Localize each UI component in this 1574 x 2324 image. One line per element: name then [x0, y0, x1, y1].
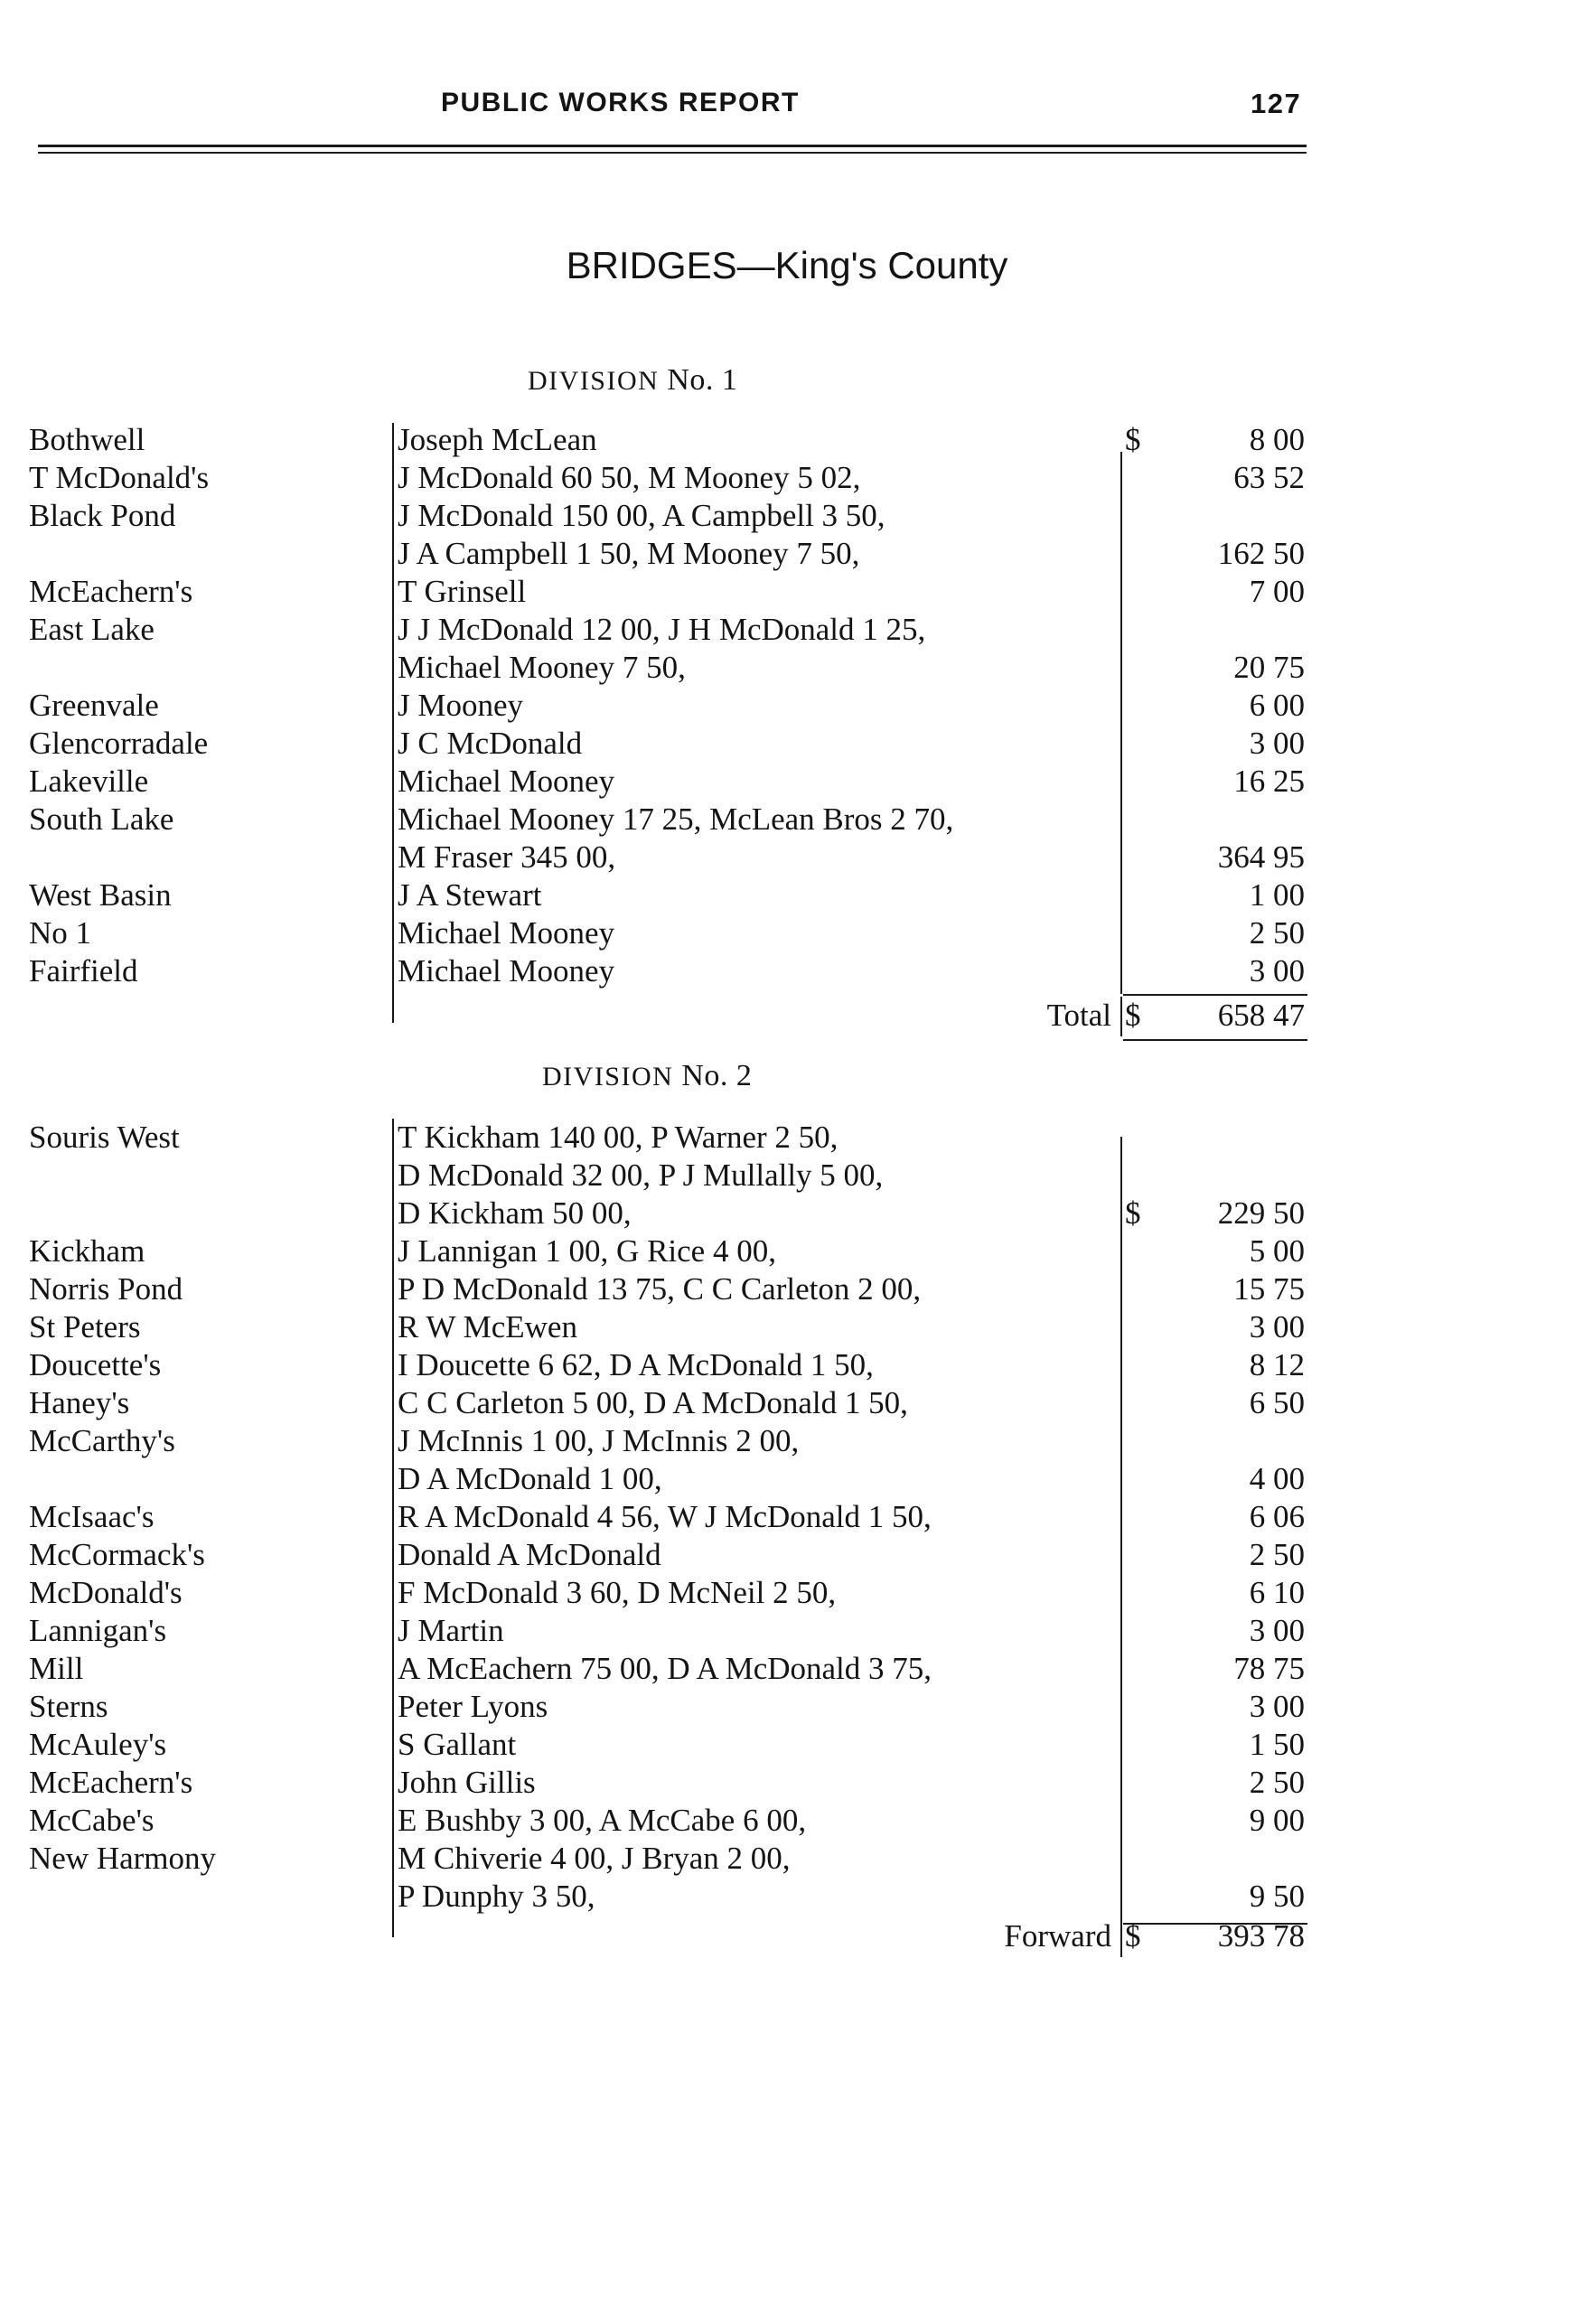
page-number: 127 — [1251, 88, 1302, 119]
place-name: McEachern's — [29, 574, 193, 609]
place-name: Souris West — [29, 1120, 180, 1155]
amount: 2 50 — [1249, 1765, 1305, 1800]
division1-row — [0, 497, 1574, 535]
amount: 6 00 — [1249, 688, 1305, 723]
place-name: McCormack's — [29, 1537, 205, 1572]
entry-text: Peter Lyons — [398, 1689, 548, 1724]
division2-row — [0, 1878, 1574, 1916]
division1-row — [0, 839, 1574, 876]
amount: 6 10 — [1249, 1575, 1305, 1610]
amount: 1 00 — [1249, 877, 1305, 913]
place-name: South Lake — [29, 801, 174, 837]
amount: 3 00 — [1249, 1613, 1305, 1648]
entry-text: D A McDonald 1 00, — [398, 1461, 662, 1496]
division2-row — [0, 1157, 1574, 1195]
division2-row — [0, 1195, 1574, 1232]
division-2-entry-rule — [392, 1119, 394, 1937]
division2-row — [0, 1840, 1574, 1878]
amount: 3 00 — [1249, 1309, 1305, 1345]
entry-text: T Grinsell — [398, 574, 527, 609]
entry-text: I Doucette 6 62, D A McDonald 1 50, — [398, 1347, 874, 1382]
division-1-heading — [528, 363, 737, 398]
entry-text: J McDonald 60 50, M Mooney 5 02, — [398, 460, 861, 495]
place-name: Haney's — [29, 1385, 130, 1420]
amount: 8 12 — [1249, 1347, 1305, 1382]
header-rule-top — [38, 145, 1307, 147]
entry-text: P Dunphy 3 50, — [398, 1879, 595, 1914]
amount: 162 50 — [1217, 536, 1305, 571]
division2-row — [0, 1650, 1574, 1688]
division1-row — [0, 725, 1574, 763]
division1-row — [0, 763, 1574, 801]
division-1-entry-rule — [392, 423, 394, 1023]
division2-row — [0, 1232, 1574, 1270]
division1-row — [0, 914, 1574, 952]
amount: 1 50 — [1249, 1727, 1305, 1762]
amount: 15 75 — [1233, 1271, 1305, 1307]
division1-row — [0, 535, 1574, 573]
division2-row — [0, 1574, 1574, 1612]
amount: 20 75 — [1233, 650, 1305, 685]
amount: 63 52 — [1233, 460, 1305, 495]
division1-row — [0, 421, 1574, 459]
entry-text: J McDonald 150 00, A Campbell 3 50, — [398, 498, 885, 533]
amount: 78 75 — [1233, 1651, 1305, 1686]
entry-text: F McDonald 3 60, D McNeil 2 50, — [398, 1575, 837, 1610]
entry-text: Michael Mooney 7 50, — [398, 650, 686, 685]
division2-row — [0, 1726, 1574, 1764]
division2-row — [0, 1688, 1574, 1726]
division-2-forward-row — [0, 1917, 1574, 1955]
division1-row — [0, 687, 1574, 725]
division2-row — [0, 1536, 1574, 1574]
place-name: McCabe's — [29, 1803, 155, 1838]
header-rule-bottom — [38, 152, 1307, 154]
division-1-total-rule-top — [1123, 994, 1307, 996]
place-name: New Harmony — [29, 1841, 217, 1876]
amount: 9 50 — [1249, 1879, 1305, 1914]
amount: 3 00 — [1249, 726, 1305, 761]
division2-row — [0, 1270, 1574, 1308]
place-name: Mill — [29, 1651, 84, 1686]
entry-text: M Fraser 345 00, — [398, 839, 616, 875]
entry-text: D McDonald 32 00, P J Mullally 5 00, — [398, 1157, 884, 1193]
place-name: McEachern's — [29, 1765, 193, 1800]
entry-text: S Gallant — [398, 1727, 517, 1762]
division1-row — [0, 876, 1574, 914]
amount: 3 00 — [1249, 1689, 1305, 1724]
division-2-amount-rule — [1120, 1137, 1122, 1925]
running-header-title: PUBLIC WORKS REPORT — [441, 88, 800, 117]
place-name: Kickham — [29, 1233, 145, 1269]
place-name: Norris Pond — [29, 1271, 183, 1307]
entry-text: R W McEwen — [398, 1309, 577, 1345]
division2-row — [0, 1384, 1574, 1422]
division1-row — [0, 649, 1574, 687]
amount: 2 50 — [1249, 1537, 1305, 1572]
division1-row — [0, 611, 1574, 649]
division2-row — [0, 1460, 1574, 1498]
division-1-total-amount: 658 47 — [1217, 998, 1305, 1033]
place-name: East Lake — [29, 612, 155, 647]
division-1-total-row — [0, 997, 1574, 1035]
entry-text: T Kickham 140 00, P Warner 2 50, — [398, 1120, 839, 1155]
place-name: Glencorradale — [29, 726, 209, 761]
place-name: Lannigan's — [29, 1613, 167, 1648]
amount: 2 50 — [1249, 915, 1305, 951]
entry-text: A McEachern 75 00, D A McDonald 3 75, — [398, 1651, 932, 1686]
division-2-heading-number: No. 2 — [681, 1059, 753, 1092]
division1-row — [0, 573, 1574, 611]
entry-text: J Lannigan 1 00, G Rice 4 00, — [398, 1233, 776, 1269]
division-2-forward-divider — [1120, 1923, 1122, 1957]
entry-text: D Kickham 50 00, — [398, 1195, 632, 1231]
amount: 4 00 — [1249, 1461, 1305, 1496]
division-2-forward-amount: 393 78 — [1217, 1918, 1305, 1954]
place-name: McIsaac's — [29, 1499, 155, 1534]
place-name: Fairfield — [29, 953, 138, 989]
dollar-sign: $ — [1125, 422, 1141, 457]
division-2-heading — [542, 1059, 752, 1093]
division-2-heading-word: DIVISION — [542, 1062, 674, 1092]
entry-text: P D McDonald 13 75, C C Carleton 2 00, — [398, 1271, 922, 1307]
entry-text: M Chiverie 4 00, J Bryan 2 00, — [398, 1841, 791, 1876]
division-2-forward-dollar: $ — [1125, 1918, 1141, 1954]
division1-row — [0, 459, 1574, 497]
page-title: BRIDGES—King's County — [566, 244, 1008, 286]
division2-row — [0, 1346, 1574, 1384]
entry-text: R A McDonald 4 56, W J McDonald 1 50, — [398, 1499, 932, 1534]
division2-row — [0, 1308, 1574, 1346]
place-name: Black Pond — [29, 498, 176, 533]
entry-text: J A Campbell 1 50, M Mooney 7 50, — [398, 536, 860, 571]
entry-text: C C Carleton 5 00, D A McDonald 1 50, — [398, 1385, 908, 1420]
division-1-amount-rule — [1120, 452, 1122, 994]
place-name: T McDonald's — [29, 460, 210, 495]
entry-text: Michael Mooney 17 25, McLean Bros 2 70, — [398, 801, 954, 837]
entry-text: J Mooney — [398, 688, 524, 723]
division2-row — [0, 1612, 1574, 1650]
division-1-total-divider — [1120, 997, 1122, 1036]
entry-text: Michael Mooney — [398, 764, 615, 799]
entry-text: Joseph McLean — [398, 422, 597, 457]
division2-row — [0, 1498, 1574, 1536]
place-name: Greenvale — [29, 688, 159, 723]
amount: 8 00 — [1249, 422, 1305, 457]
amount: 6 06 — [1249, 1499, 1305, 1534]
place-name: McCarthy's — [29, 1423, 175, 1458]
amount: 229 50 — [1217, 1195, 1305, 1231]
amount: 16 25 — [1233, 764, 1305, 799]
entry-text: John Gillis — [398, 1765, 536, 1800]
entry-text: Donald A McDonald — [398, 1537, 661, 1572]
division2-row — [0, 1422, 1574, 1460]
division-1-total-rule-bottom — [1123, 1039, 1307, 1041]
place-name: Doucette's — [29, 1347, 162, 1382]
division2-row — [0, 1119, 1574, 1157]
division-1-total-dollar: $ — [1125, 998, 1141, 1033]
place-name: No 1 — [29, 915, 92, 951]
amount: 6 50 — [1249, 1385, 1305, 1420]
place-name: McAuley's — [29, 1727, 167, 1762]
entry-text: Michael Mooney — [398, 953, 615, 989]
division2-row — [0, 1802, 1574, 1840]
place-name: Lakeville — [29, 764, 149, 799]
place-name: McDonald's — [29, 1575, 183, 1610]
division-1-total-label: Total — [1046, 998, 1111, 1033]
entry-text: J A Stewart — [398, 877, 542, 913]
division1-row — [0, 801, 1574, 839]
amount: 5 00 — [1249, 1233, 1305, 1269]
dollar-sign: $ — [1125, 1195, 1141, 1231]
division1-row — [0, 952, 1574, 990]
entry-text: E Bushby 3 00, A McCabe 6 00, — [398, 1803, 807, 1838]
place-name: St Peters — [29, 1309, 141, 1345]
division-1-heading-number: No. 1 — [667, 363, 738, 397]
entry-text: Michael Mooney — [398, 915, 615, 951]
amount: 9 00 — [1249, 1803, 1305, 1838]
entry-text: J McInnis 1 00, J McInnis 2 00, — [398, 1423, 800, 1458]
place-name: Sterns — [29, 1689, 108, 1724]
entry-text: J Martin — [398, 1613, 504, 1648]
amount: 364 95 — [1217, 839, 1305, 875]
division-1-heading-word: DIVISION — [528, 366, 660, 396]
place-name: West Basin — [29, 877, 172, 913]
amount: 3 00 — [1249, 953, 1305, 989]
division-2-forward-label: Forward — [1004, 1918, 1111, 1954]
entry-text: J C McDonald — [398, 726, 583, 761]
entry-text: J J McDonald 12 00, J H McDonald 1 25, — [398, 612, 926, 647]
amount: 7 00 — [1249, 574, 1305, 609]
place-name: Bothwell — [29, 422, 145, 457]
division2-row — [0, 1764, 1574, 1802]
